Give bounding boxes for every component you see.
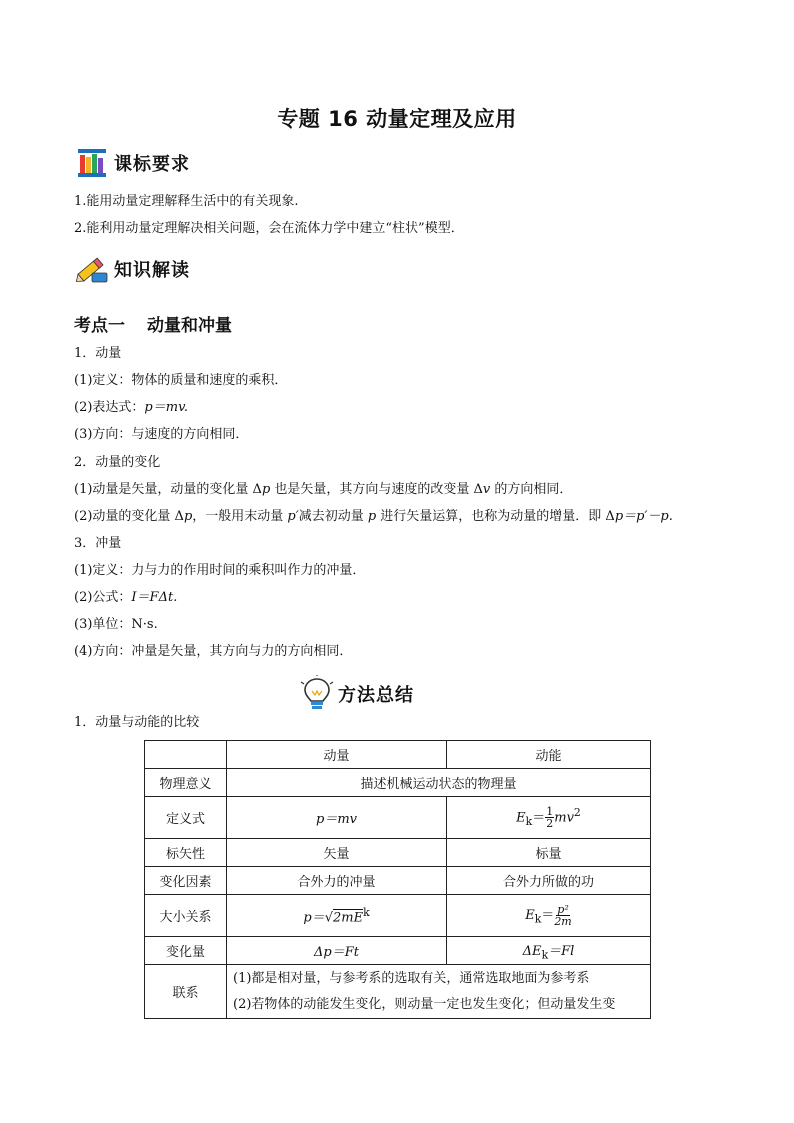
table-cell [227, 797, 447, 839]
relation-line-2: (2)若物体的动能发生变化，则动量一定也发生变化；但动量发生变 [233, 996, 616, 1012]
change-l1b: 也是矢量，其方向与速度的改变量 Δ [270, 482, 483, 497]
table-cell [227, 937, 447, 965]
def-p-formula: p＝mv [316, 812, 357, 827]
def-ek-sub: k [525, 814, 533, 828]
change-l2p: p [183, 509, 193, 524]
momentum-heading: 1．动量 [74, 346, 122, 361]
change-l2d: 进行矢量运算，也称为动量的增量．即 Δ [376, 509, 615, 524]
lightbulb-icon [300, 675, 334, 713]
table-cell [227, 965, 651, 1019]
table-cell [447, 937, 651, 965]
size-ek-sub: k [534, 912, 542, 926]
momentum-expr-prefix: (2)表达式： [74, 400, 145, 415]
momentum-expr [74, 399, 188, 417]
requirement-2: 2.能利用动量定理解决相关问题，会在流体力学中建立“柱状”模型． [74, 221, 464, 236]
table-header-cell [145, 741, 227, 769]
impulse-formula-prefix: (2)公式： [74, 590, 132, 605]
table-row [145, 937, 651, 965]
table-row-label: 变化因素 [145, 867, 227, 895]
change-l2p0: p [367, 509, 377, 524]
change-l1p: p [261, 482, 271, 497]
table-row-label: 变化量 [145, 937, 227, 965]
table-row [145, 895, 651, 937]
table-cell: 标量 [447, 839, 651, 867]
knowledge-label: 知识解读 [114, 260, 190, 281]
table-cell [447, 895, 651, 937]
table-cell: 合外力的冲量 [227, 867, 447, 895]
def-ek-fraction [545, 806, 554, 829]
impulse-unit: (3)单位：N·s. [74, 617, 158, 632]
def-ek-rest: mv [554, 810, 574, 826]
table-row [145, 965, 651, 1019]
size-ek-den: 2m [554, 915, 572, 928]
knowledge-badge [74, 251, 190, 287]
change-ek-lhs: ΔE [522, 943, 542, 959]
course-requirements-label: 课标要求 [114, 154, 190, 175]
impulse-dir: (4)方向：冲量是矢量，其方向与力的方向相同． [74, 644, 353, 659]
size-p-in: 2mE [332, 910, 364, 926]
table-cell: 矢量 [227, 839, 447, 867]
requirement-1: 1.能用动量定理解释生活中的有关现象. [74, 194, 299, 209]
method-summary-badge [300, 675, 414, 713]
change-l1a: (1)动量是矢量，动量的变化量 Δ [74, 482, 262, 497]
table-row [145, 797, 651, 839]
size-p-lhs: p＝ [303, 910, 325, 926]
size-p-sup: k [363, 905, 370, 919]
impulse-formula [74, 589, 177, 607]
table-cell: 合外力所做的功 [447, 867, 651, 895]
change-heading: 2．动量的变化 [74, 455, 161, 470]
table-row-label: 联系 [145, 965, 227, 1019]
change-l2pp: p′ [287, 509, 299, 524]
def-ek-eq: ＝ [532, 810, 546, 826]
def-ek-den: 2 [546, 817, 554, 831]
size-ek-num: p² [557, 903, 569, 916]
momentum-expr-formula: p＝mv. [144, 400, 189, 415]
table-row [145, 839, 651, 867]
table-header-cell: 动能 [447, 741, 651, 769]
size-p-root: √ [324, 910, 333, 926]
table-row-label: 物理意义 [145, 769, 227, 797]
size-ek-lhs: E [525, 908, 535, 923]
table-row-label: 定义式 [145, 797, 227, 839]
change-ek-sub: k [541, 948, 549, 962]
table-cell [227, 895, 447, 937]
def-ek-lhs: E [516, 810, 526, 826]
kaodian-heading [74, 311, 232, 336]
pencil-eraser-icon [74, 251, 110, 287]
comparison-table [144, 740, 651, 1019]
impulse-formula-expr: I＝FΔt. [131, 590, 178, 605]
course-requirements-badge [76, 146, 190, 180]
change-l2eq: p＝p′－p. [614, 509, 673, 524]
change-line-2 [74, 508, 673, 526]
table-row [145, 867, 651, 895]
impulse-heading: 3．冲量 [74, 536, 122, 551]
kaodian-prefix: 考点一 [74, 316, 125, 336]
size-ek-eq: ＝ [541, 908, 555, 923]
table-cell [447, 797, 651, 839]
bookshelf-icon [76, 146, 110, 180]
table-row-label: 大小关系 [145, 895, 227, 937]
change-l2a: (2)动量的变化量 Δ [74, 509, 184, 524]
change-line-1 [74, 481, 572, 499]
momentum-def: (1)定义：物体的质量和速度的乘积． [74, 373, 288, 388]
compare-heading: 1．动量与动能的比较 [74, 715, 200, 730]
kaodian-name: 动量和冲量 [147, 316, 232, 336]
momentum-dir: (3)方向：与速度的方向相同． [74, 427, 249, 442]
change-l2b: ，一般用末动量 [192, 509, 288, 524]
def-ek-sup: 2 [573, 805, 581, 819]
table-cell: 描述机械运动状态的物理量 [227, 769, 651, 797]
page-title: 专题 16 动量定理及应用 [277, 107, 517, 131]
table-row [145, 769, 651, 797]
impulse-def: (1)定义：力与力的作用时间的乘积叫作力的冲量． [74, 563, 366, 578]
change-ek-rest: ＝Fl [548, 943, 575, 959]
table-row-label: 标矢性 [145, 839, 227, 867]
change-l1c: 的方向相同． [490, 482, 573, 497]
change-l1v: v [482, 482, 491, 497]
def-ek-num: 1 [546, 805, 554, 819]
table-header-cell: 动量 [227, 741, 447, 769]
size-ek-fraction [554, 904, 571, 927]
change-p-formula: Δp＝Ft [314, 945, 359, 960]
method-summary-label: 方法总结 [338, 685, 414, 706]
change-l2c: 减去初动量 [298, 509, 368, 524]
table-row [145, 741, 651, 769]
relation-line-1: (1)都是相对量，与参考系的选取有关，通常选取地面为参考系 [233, 970, 590, 986]
